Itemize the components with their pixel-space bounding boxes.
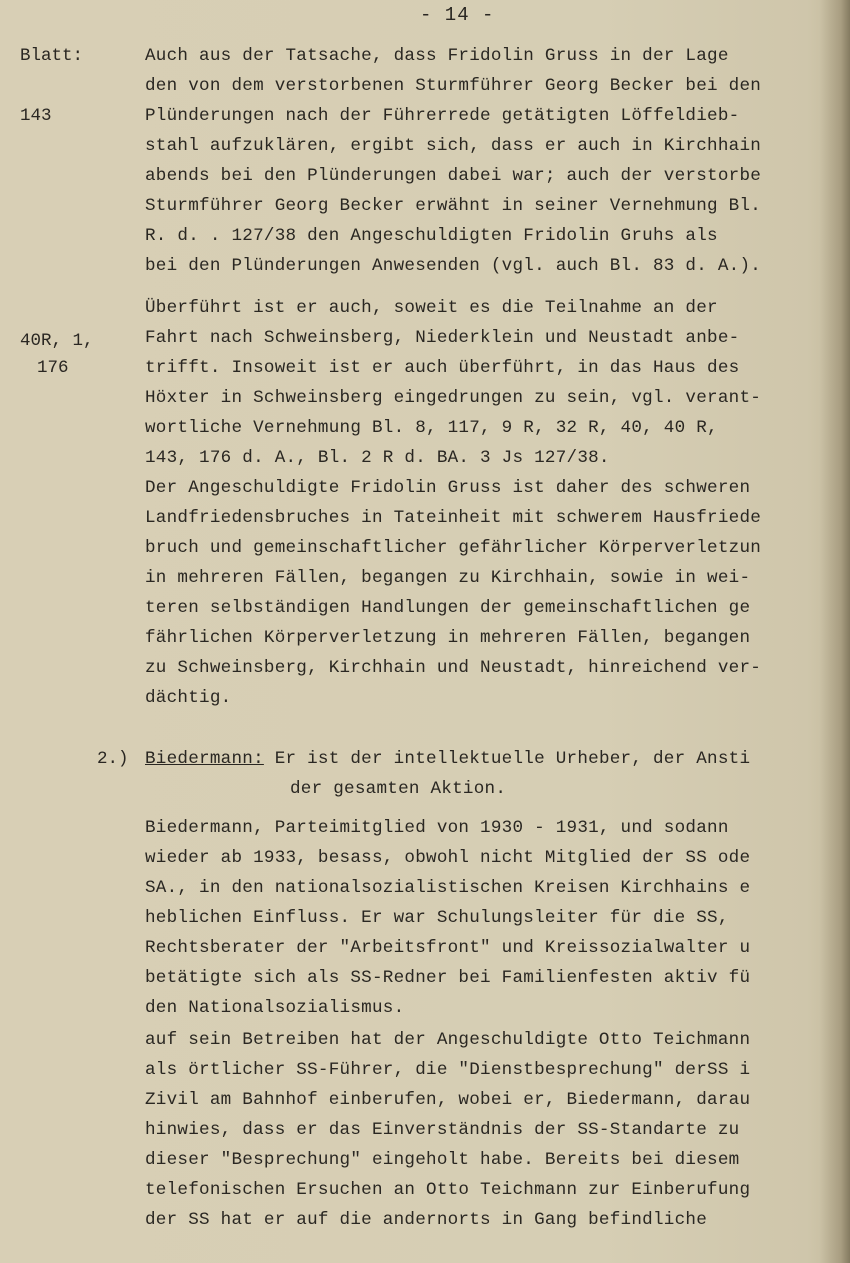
page-edge-shadow (820, 0, 850, 1263)
text-line: den Nationalsozialismus. (145, 998, 405, 1018)
text-line: Zivil am Bahnhof einberufen, wobei er, Biedermann, darau (145, 1090, 751, 1110)
text-line: dächtig. (145, 688, 232, 708)
text-line: Fahrt nach Schweinsberg, Niederklein und Neustadt anbe- (145, 328, 740, 348)
text-line: 143, 176 d. A., Bl. 2 R d. BA. 3 Js 127/38. (145, 448, 610, 468)
text-line: wieder ab 1933, besass, obwohl nicht Mitglied der SS ode (145, 848, 751, 868)
text-line: den von dem verstorbenen Sturmführer Georg Becker bei den (145, 76, 762, 96)
margin-reference-143: 143 (20, 106, 52, 126)
text-line: dieser "Besprechung" eingeholt habe. Bereits bei diesem (145, 1150, 740, 1170)
text-line: fährlichen Körperverletzung in mehreren Fällen, begangen (145, 628, 751, 648)
text-line: Überführt ist er auch, soweit es die Teilnahme an der (145, 298, 718, 318)
heading-name: Biedermann: (145, 749, 264, 769)
text-line: hinwies, dass er das Einverständnis der SS-Standarte zu (145, 1120, 740, 1140)
section-heading-line (145, 744, 750, 774)
text-line: der gesamten Aktion. (290, 779, 507, 799)
margin-reference-40r: 40R, 1, (20, 331, 94, 351)
text-line: stahl aufzuklären, ergibt sich, dass er auch in Kirchhain (145, 136, 762, 156)
text-line: Auch aus der Tatsache, dass Fridolin Gruss in der Lage (145, 46, 729, 66)
text-line: Höxter in Schweinsberg eingedrungen zu sein, vgl. verant- (145, 388, 762, 408)
text-line: telefonischen Ersuchen an Otto Teichmann zur Einberufung (145, 1180, 751, 1200)
text-line: SA., in den nationalsozialistischen Kreisen Kirchhains e (145, 878, 751, 898)
margin-blatt-label: Blatt: (20, 46, 84, 66)
heading-text: Er ist der intellektuelle Urheber, der Ansti (274, 749, 751, 769)
text-line: betätigte sich als SS-Redner bei Familienfesten aktiv fü (145, 968, 751, 988)
text-line: teren selbständigen Handlungen der gemeinschaftlichen ge (145, 598, 751, 618)
text-line: Rechtsberater der "Arbeitsfront" und Kreissozialwalter u (145, 938, 751, 958)
text-line: bei den Plünderungen Anwesenden (vgl. auch Bl. 83 d. A.). (145, 256, 762, 276)
text-line: heblichen Einfluss. Er war Schulungsleiter für die SS, (145, 908, 729, 928)
page-number: - 14 - (420, 4, 495, 26)
margin-reference-176: 176 (37, 358, 69, 378)
text-line: der SS hat er auf die andernorts in Gang befindliche (145, 1210, 708, 1230)
text-line: Der Angeschuldigte Fridolin Gruss ist daher des schweren (145, 478, 751, 498)
text-line: trifft. Insoweit ist er auch überführt, in das Haus des (145, 358, 740, 378)
text-line: Landfriedensbruches in Tateinheit mit schwerem Hausfriede (145, 508, 762, 528)
text-line: zu Schweinsberg, Kirchhain und Neustadt, hinreichend ver- (145, 658, 762, 678)
text-line: in mehreren Fällen, begangen zu Kirchhain, sowie in wei- (145, 568, 751, 588)
text-line: wortliche Vernehmung Bl. 8, 117, 9 R, 32 R, 40, 40 R, (145, 418, 718, 438)
text-line: Plünderungen nach der Führerrede getätigten Löffeldieb- (145, 106, 740, 126)
text-line: auf sein Betreiben hat der Angeschuldigte Otto Teichmann (145, 1030, 751, 1050)
text-line: abends bei den Plünderungen dabei war; auch der verstorbe (145, 166, 762, 186)
text-line: R. d. . 127/38 den Angeschuldigten Fridolin Gruhs als (145, 226, 718, 246)
text-line: als örtlicher SS-Führer, die "Dienstbesprechung" derSS i (145, 1060, 751, 1080)
text-line: Sturmführer Georg Becker erwähnt in seiner Vernehmung Bl. (145, 196, 762, 216)
text-line: Biedermann, Parteimitglied von 1930 - 1931, und sodann (145, 818, 729, 838)
item-number: 2.) (97, 749, 129, 769)
text-line: bruch und gemeinschaftlicher gefährlicher Körperverletzun (145, 538, 762, 558)
